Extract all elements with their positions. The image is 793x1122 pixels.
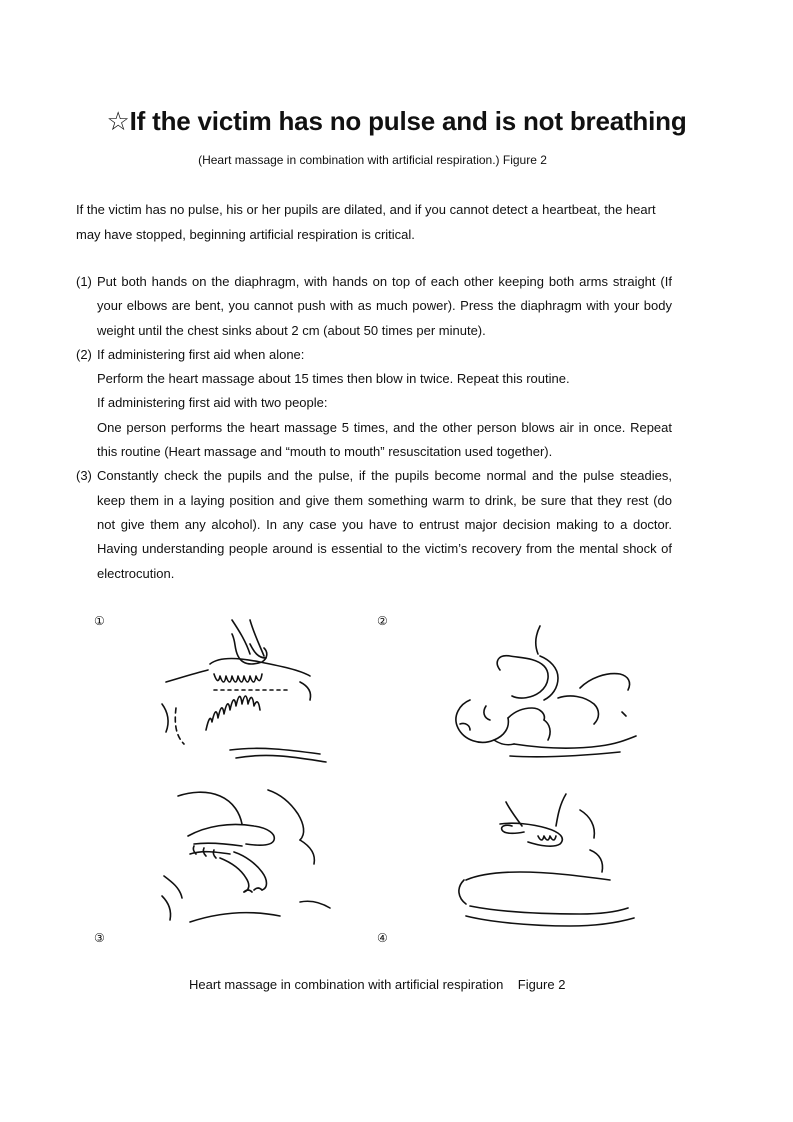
step-text [97,464,672,585]
instruction-steps [76,270,672,586]
step-2 [76,343,672,464]
step-number: (3) [76,468,92,484]
illustration-hands-on-chest [150,612,360,772]
intro-paragraph: If the victim has no pulse, his or her pupils are dilated, and if you cannot detect a heartbeat, the heart may have stopped, beginning artificial respiration is critical. [76,202,656,242]
step-paragraph: Constantly check the pupils and the pulse, if the pupils become normal and the pulse steadies, keep them in a laying position and give them something warm to drink, be sure that they rest (do not give them any alcohol). In any case you have to entrust major decision making to a doctor. Having understanding people around is essential to the victim’s recovery from the mental shock of electrocution. [97,468,672,581]
step-paragraph: One person performs the heart massage 5 times, and the other person blows air in once. Repeat this routine (Heart massage and “mouth to mouth” resuscitation used together). [97,419,672,460]
step-paragraph: If administering first aid with two people: [97,395,328,411]
step-3 [76,464,672,585]
step-1 [76,270,672,343]
page-title: ☆If the victim has no pulse and is not breathing [106,106,687,136]
panel-label-3: ③ [94,931,105,945]
step-number: (2) [76,346,92,362]
illustration-mouth-to-mouth [440,612,650,772]
panel-label-2: ② [377,614,388,628]
illustration-hand-compression [440,780,650,935]
page-subtitle: (Heart massage in combination with artificial respiration.) Figure 2 [198,153,547,167]
panel-label-4: ④ [377,931,388,945]
figure-caption: Heart massage in combination with artificial respiration Figure 2 [189,977,566,992]
step-paragraph: If administering first aid when alone: [97,346,305,362]
step-number: (1) [76,274,92,289]
step-paragraph: Perform the heart massage about 15 times then blow in twice. Repeat this routine. [97,371,570,387]
panel-label-1: ① [94,614,105,628]
illustration-stacked-hands [150,780,360,935]
step-text [97,270,672,343]
step-paragraph: Put both hands on the diaphragm, with hands on top of each other keeping both arms straight (If your elbows are bent, you cannot push with as much power). Press the diaphragm with your body weight until the chest sinks about 2 cm (about 50 times per minute). [97,274,672,338]
step-text [97,343,672,464]
